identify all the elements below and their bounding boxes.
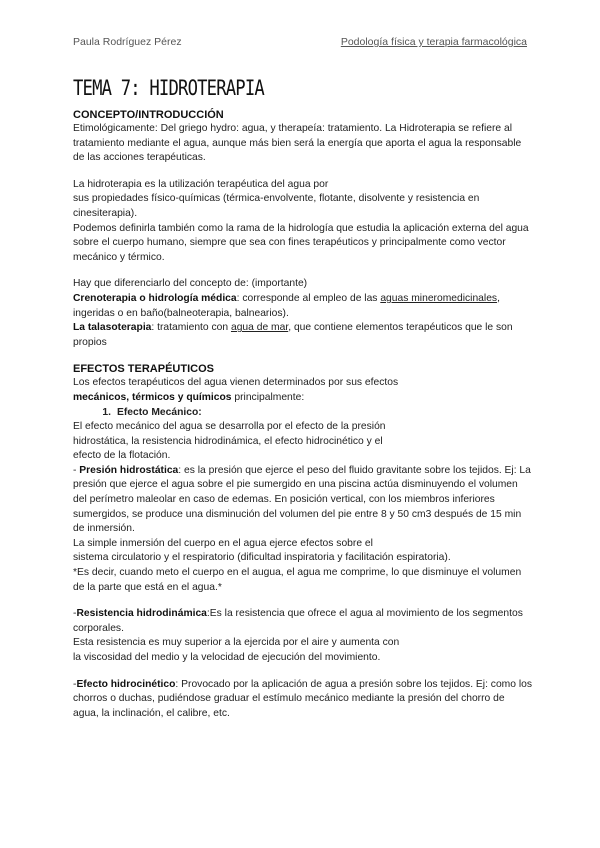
page-title: TEMA 7: HIDROTERAPIA — [73, 76, 264, 100]
mecanico-line3: efecto de la flotación. — [73, 450, 171, 462]
presion-prefix: - — [73, 464, 80, 476]
list-item-label: Efecto Mecánico: — [117, 406, 202, 418]
inmersion-line2: sistema circulatorio y el respiratorio (dificultad inspiratoria y facilitación espiratoria). — [73, 552, 451, 564]
list-number: 1. — [102, 406, 111, 418]
efectos-intro-post: principalmente: — [231, 391, 305, 403]
resistencia-line3: la viscosidad del medio y la velocidad de ejecución del movimiento. — [73, 652, 381, 663]
paragraph-presion-hidrostatica — [73, 464, 533, 537]
paragraph-crenoterapia — [73, 292, 533, 321]
crenoterapia-pre: : corresponde al empleo de las — [236, 292, 381, 304]
definicion-line2: sus propiedades físico-químicas (térmica-envolvente, flotante, disolvente y resistencia en cinesiterapia). — [73, 193, 480, 219]
paragraph-etimologia: Etimológicamente: Del griego hydro: agua, y therapeía: tratamiento. La Hidroterapia se refiere al tratamiento mediante el agua, aunque más bien será la energía que aporta el agua la responsable de las acciones terapéuticas. — [73, 123, 522, 164]
hidrocinetico-term: Efecto hidrocinético — [76, 678, 176, 690]
paragraph-efecto-mecanico — [73, 420, 533, 464]
paragraph-diferenciar: Hay que diferenciarlo del concepto de: (importante) — [73, 278, 308, 290]
resistencia-term: Resistencia hidrodinámica — [76, 608, 207, 620]
inmersion-line1: La simple inmersión del cuerpo en el agua ejerce efectos sobre el — [73, 537, 373, 549]
resistencia-prefix: - — [73, 608, 77, 620]
efectos-intro-bold: mecánicos, térmicos y químicos — [73, 391, 232, 403]
paragraph-rama-hidrologia: Podemos definirla también como la rama de la hidrología que estudia la aplicación externa del agua sobre el cuerpo humano, siempre que sea con fines terapéuticos y principalmente como vector mecánico y térmico. — [73, 222, 529, 263]
mecanico-line1: El efecto mecánico del agua se desarrolla por el efecto de la presión — [73, 421, 386, 433]
crenoterapia-term: Crenoterapia o hidrología médica — [73, 292, 237, 304]
resistencia-text: :Es la resistencia que ofrece el agua al movimiento de los segmentos corporales. — [73, 608, 523, 634]
talasoterapia-post: , que contiene elementos terapéuticos que le son propios — [73, 322, 513, 348]
author-name: Paula Rodríguez Pérez — [73, 36, 182, 48]
paragraph-talasoterapia — [73, 321, 533, 350]
paragraph-resistencia — [73, 607, 533, 636]
talasoterapia-link: agua de mar — [230, 322, 289, 334]
presion-text: : es la presión que ejerce el peso del fluido gravitante sobre los tejidos. Ej: La presión que ejerce el agua sobre el pie sumergido en una piscina actúa disminuyendo el volumen del perímetro maleolar en caso de edemas. En posición vertical, con los miembros inferiores sumergidos, se produce una disminución del volumen del pie entre 8 y 50 cm3 después de 15 min de inmersión. — [73, 464, 531, 535]
hidrocinetico-text: : Provocado por la aplicación de agua a presión sobre los tejidos. Ej: como los chorros o duchas, pudiéndose graduar el estímulo mecánico mediante la presión del chorro de agua, la inclinación, el calibre, etc. — [73, 678, 533, 719]
subject-title: Podología física y terapia farmacológica — [340, 36, 527, 48]
paragraph-hidrocinetico — [73, 678, 533, 722]
talasoterapia-pre: : tratamiento con — [151, 322, 231, 334]
document-body — [73, 74, 533, 721]
heading-concepto: CONCEPTO/INTRODUCCIÓN — [73, 109, 224, 121]
crenoterapia-link: aguas mineromedicinales — [380, 292, 498, 304]
hidrocinetico-prefix: - — [73, 678, 77, 690]
efectos-intro-line1: Los efectos terapéuticos del agua vienen determinados por sus efectos — [73, 377, 399, 389]
paragraph-definicion — [73, 178, 533, 222]
crenoterapia-post: , ingeridas o en baño(balneoterapia, balnearios). — [73, 292, 500, 319]
definicion-line1: La hidroterapia es la utilización terapéutica del agua por — [73, 178, 329, 190]
paragraph-inmersion — [73, 537, 533, 566]
list-item-efecto-mecanico — [73, 406, 533, 421]
paragraph-resistencia-detalle — [73, 636, 533, 665]
paragraph-nota: *Es decir, cuando meto el cuerpo en el augua, el agua me comprime, lo que disminuye el volumen de la parte que está en el agua.* — [73, 567, 522, 593]
resistencia-line2: Esta resistencia es muy superior a la ejercida por el aire y aumenta con — [73, 637, 400, 649]
heading-efectos: EFECTOS TERAPÉUTICOS — [73, 363, 214, 376]
mecanico-line2: hidrostática, la resistencia hidrodinámica, el efecto hidrocinético y el — [73, 435, 383, 447]
page-header — [73, 36, 527, 50]
talasoterapia-term: La talasoterapia — [73, 322, 152, 334]
presion-term: Presión hidrostática — [79, 464, 179, 476]
paragraph-efectos-intro — [73, 376, 533, 405]
